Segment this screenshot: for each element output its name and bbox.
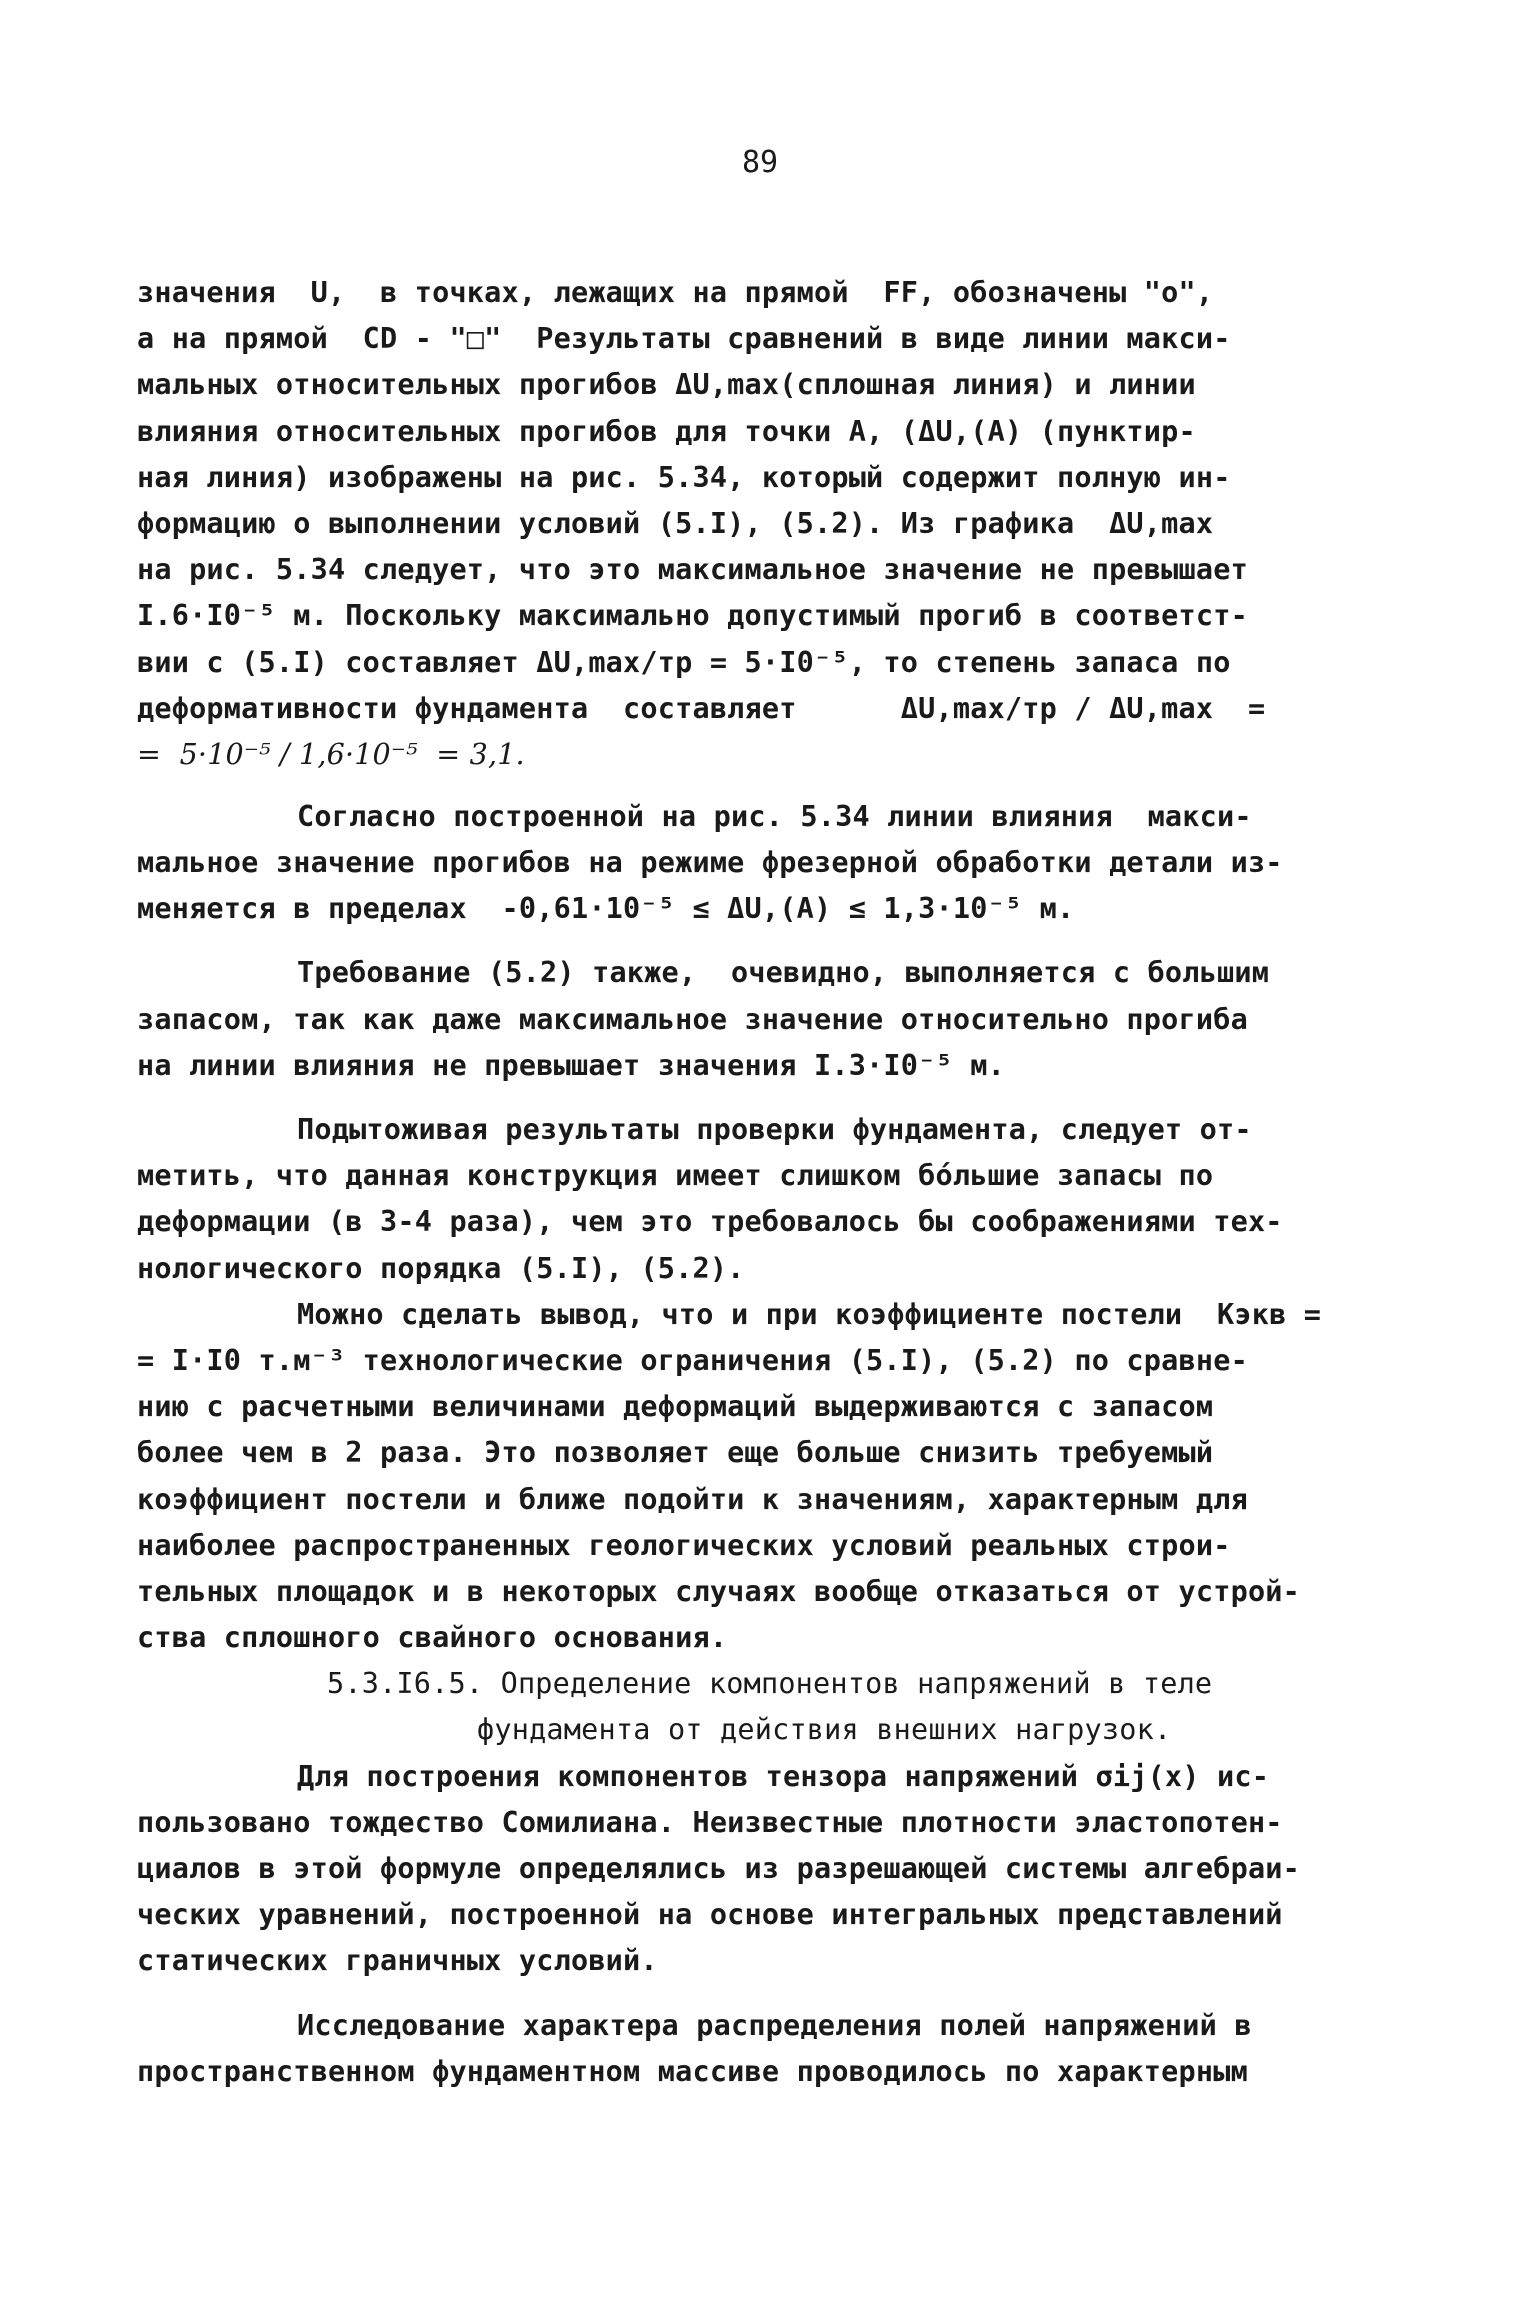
formula-safety-factor: = 5·10⁻⁵ / 1,6·10⁻⁵ = 3,1. [137, 737, 525, 771]
text-line: нию с расчетными величинами деформаций выдерживаются с запасом [137, 1390, 1214, 1424]
text-line: I.6·I0⁻⁵ м. Поскольку максимально допустимый прогиб в соответст- [137, 599, 1248, 633]
section-heading: 5.3.I6.5. Определение компонентов напряжений в теле [327, 1667, 1213, 1701]
text-line: ческих уравнений, построенной на основе интегральных представлений [137, 1898, 1283, 1932]
text-line: Можно сделать вывод, что и при коэффициенте постели Kэкв = [297, 1297, 1322, 1331]
section-heading-continued: фундамента от действия внешних нагрузок. [477, 1713, 1172, 1747]
text-line: влияния относительных прогибов для точки A, (ΔU,(A) (пунктир- [137, 414, 1196, 448]
spacer [137, 932, 1387, 950]
text-line: деформативности фундамента составляет ΔU,max/тр / ΔU,max = [137, 691, 1266, 725]
text-line: значения U, в точках, лежащих на прямой FF, обозначены "о", [137, 276, 1214, 309]
text-line: ная линия) изображены на рис. 5.34, который содержит полную ин- [137, 460, 1231, 494]
text-line: наиболее распространенных геологических условий реальных строи- [137, 1528, 1231, 1562]
text-line: пространственном фундаментном массиве проводилось по характерным [137, 2054, 1248, 2088]
text-line: тельных площадок и в некоторых случаях вообще отказаться от устрой- [137, 1574, 1301, 1608]
text-line: а на прямой CD - "□" Результаты сравнений в виде линии макси- [137, 322, 1231, 356]
text-line: меняется в пределах -0,61·10⁻⁵ ≤ ΔU,(A) ≤ 1,3·10⁻⁵ м. [137, 892, 1075, 926]
text-line: Исследование характера распределения полей напряжений в [297, 2008, 1252, 2042]
text-line: ства сплошного свайного основания. [137, 1621, 728, 1655]
text-line: Подытоживая результаты проверки фундамента, следует от- [297, 1113, 1252, 1146]
text-line: Для построения компонентов тензора напряжений σij(x) ис- [297, 1759, 1270, 1793]
text-line: статических граничных условий. [137, 1944, 658, 1978]
text-line: мальное значение прогибов на режиме фрезерной обработки детали из- [137, 846, 1283, 880]
text-line: формацию о выполнении условий (5.I), (5.2). Из графика ΔU,max [137, 506, 1214, 540]
text-line: мальных относительных прогибов ΔU,max(сплошная линия) и линии [137, 368, 1196, 402]
text-line: метить, что данная конструкция имеет слишком бóльшие запасы по [137, 1159, 1214, 1193]
text-line: пользовано тождество Сомилиана. Неизвестные плотности эластопотен- [137, 1805, 1283, 1839]
text-line: = I·I0 т.м⁻³ технологические ограничения (5.I), (5.2) по сравне- [137, 1343, 1248, 1377]
text-line: вии с (5.I) составляет ΔU,max/тр = 5·I0⁻⁵, то степень запаса по [137, 645, 1231, 679]
page-number: 89 [741, 145, 779, 180]
text-line: нологического порядка (5.I), (5.2). [137, 1251, 745, 1285]
text-line: деформации (в 3-4 раза), чем это требовалось бы соображениями тех- [137, 1205, 1283, 1239]
text-line: на рис. 5.34 следует, что это максимальное значение не превышает [137, 553, 1248, 587]
text-line: коэффициент постели и ближе подойти к значениям, характерным для [137, 1482, 1248, 1516]
text-line: Требование (5.2) также, очевидно, выполняется с большим [297, 956, 1270, 990]
text-line: запасом, так как даже максимальное значение относительно прогиба [137, 1002, 1248, 1036]
body-text [137, 270, 1387, 2095]
spacer [137, 1089, 1387, 1107]
text-line: циалов в этой формуле определялись из разрешающей системы алгебраи- [137, 1852, 1301, 1885]
spacer [137, 1985, 1387, 2003]
text-line: более чем в 2 раза. Это позволяет еще больше снизить требуемый [137, 1436, 1214, 1470]
text-line: на линии влияния не превышает значения I.3·I0⁻⁵ м. [137, 1048, 1005, 1082]
text-line: Согласно построенной на рис. 5.34 линии влияния макси- [297, 799, 1252, 833]
